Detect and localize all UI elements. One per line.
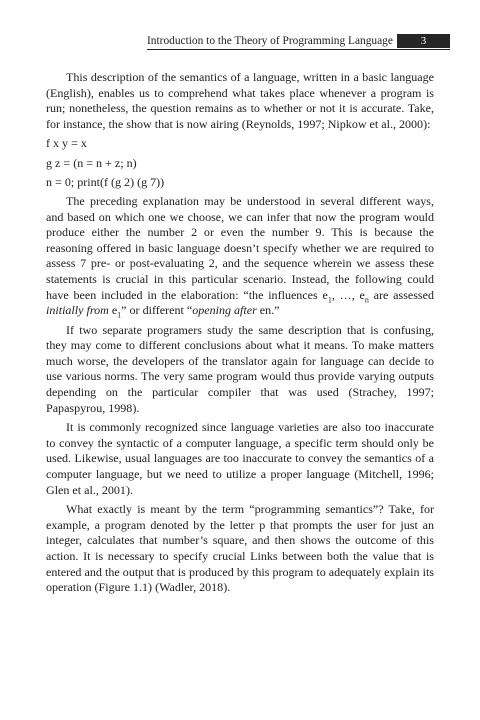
- text-run: e: [108, 303, 118, 318]
- subscript: n: [364, 294, 369, 304]
- paragraph: It is commonly recognized since language varieties are also too inaccurate to convey the syntactic of a computer language, a specific term should only be used. Likewise, usual languages are too inaccurate to convey the semantics of a computer language, but we need to utilize a proper language (Mitchell, 1996; Glen et al., 2001).: [46, 420, 434, 497]
- text-run: ” or different “: [121, 303, 193, 318]
- running-title: Introduction to the Theory of Programming Language: [147, 35, 393, 47]
- paragraph: What exactly is meant by the term “programming semantics”? Take, for example, a program denoted by the letter p that prompts the user for just an integer, calculates that number’s square, and then shows the outcome of this action. It is necessary to specify crucial Links between both the value that is entered and the output that is produced by this program to adequately explain its operation (Figure 1.1) (Wadler, 2018).: [46, 502, 434, 595]
- text-run: The preceding explanation may be understood in several different ways, and based on which one we choose, we can infer that now the program would produce either the number 2 or even the number 9. This is because the reasoning offered in basic language doesn’t specify whether we are required to assess 7 pre- or post-evaluating 2, and the sequence wherein we assess these statements is crucial in this particular scenario. Instead, the following could have been included in the elaboration: “the influences e: [46, 193, 434, 302]
- text-run: are assessed: [368, 287, 434, 302]
- paragraph: This description of the semantics of a language, written in a basic language (English), enables us to comprehend what takes place whenever a program is run; nonetheless, the question remains as to whether or not it is accurate. Take, for instance, the show that is now airing (Reynolds, 1997; Nipkow et al., 2000):: [46, 70, 434, 131]
- italic-phrase: initially from: [46, 303, 109, 318]
- paragraph: [46, 194, 434, 319]
- code-line: f x y = x: [46, 136, 87, 151]
- page-number: 3: [397, 34, 450, 48]
- italic-phrase: opening after: [192, 303, 257, 318]
- subscript: 1: [327, 294, 332, 304]
- header-rule: [147, 49, 450, 50]
- body-text: [46, 70, 434, 596]
- subscript: 1: [117, 310, 122, 320]
- text-run: , …, e: [331, 287, 365, 302]
- paragraph: If two separate programers study the same description that is confusing, they may come to different conclusions about what it means. To make matters much worse, the developers of the translator again for language can decide to use various norms. The very same program would thus provide varying outputs depending on the particular compiler that was used (Strachey, 1997; Papaspyrou, 1998).: [46, 322, 434, 415]
- running-header: [147, 34, 450, 48]
- text-run: en.”: [256, 303, 280, 318]
- code-line: n = 0; print(f (g 2) (g 7)): [46, 174, 165, 189]
- code-line: g z = (n = n + z; n): [46, 155, 137, 170]
